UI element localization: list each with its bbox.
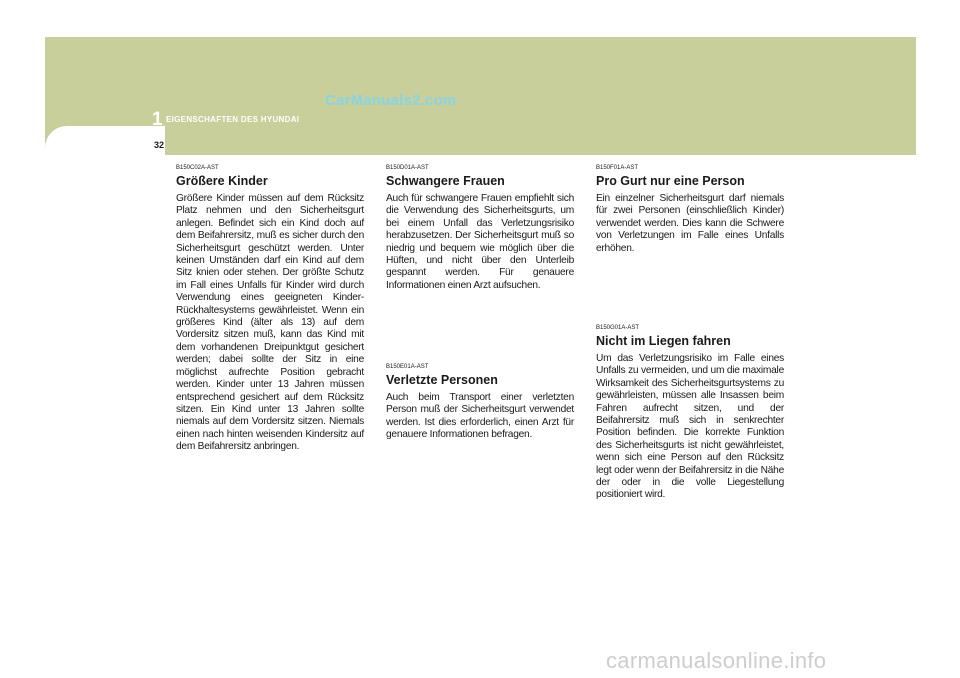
watermark-top[interactable]: CarManuals2.com — [325, 92, 457, 109]
section-body: Größere Kinder müssen auf dem Rücksitz Platz nehmen und den Sicherheitsgurt anlegen. Befindet sich ein Kind doch auf dem Beifahrersitz, muß es sicher durch den Sicherheitsgurt geschützt werden. Unter keinen Umständen darf ein Kind auf dem Sitz knien oder stehen. Der größte Schutz im Fall eines Unfalls für Kinder wird durch Verwendung eines geeigneten Kinder-Rückhaltesystems gewährleistet. Wenn ein größeres Kind (älter als 13) auf dem Vordersitz sitzen muß, kann das Kind mit dem vorhandenen Dreipunktgut gesichert werden; dabei sollte der Sitz in eine möglichst aufrechte Position gebracht werden. Kinder unter 13 Jahren müssen entsprechend gesichert auf dem Rücksitz sitzen. Ein Kind unter 13 Jahren sollte niemals auf dem Vordersitz sitzen. Niemals einen nach hinten weisenden Kindersitz auf dem Beifahrersitz anbringen. — [176, 193, 364, 453]
section-code: B150E01A-AST — [386, 364, 429, 370]
section-injured-persons — [386, 363, 574, 442]
section-code: B150F01A-AST — [596, 165, 639, 171]
section-larger-children — [176, 164, 364, 454]
section-heading: Größere Kinder — [176, 174, 268, 188]
section-code: B150C02A-AST — [176, 165, 219, 171]
section-body: Auch beim Transport einer verletzten Person muß der Sicherheitsgurt verwendet werden. Ist dies erforderlich, einen Arzt für genauere Informationen befragen. — [386, 392, 574, 441]
section-pregnant-women — [386, 164, 574, 292]
watermark-bottom[interactable]: carmanualsonline.info — [606, 648, 827, 673]
section-code: B150G01A-AST — [596, 325, 640, 331]
section-heading: Pro Gurt nur eine Person — [596, 174, 745, 188]
section-body: Ein einzelner Sicherheitsgurt darf niemals für zwei Personen (einschließlich Kinder) verwendet werden. Dies kann die Schwere von Verletzungen im Falle eines Unfalls erhöhen. — [596, 193, 784, 254]
section-body: Um das Verletzungsrisiko im Falle eines Unfalls zu vermeiden, und um die maximale Wirksamkeit des Sicherheitsgurtsystems zu gewährleisten, müssen alle Insassen beim Fahren aufrecht sitzen, und der Beifahrersitz muß sich in senkrechter Position befinden. Die korrekte Funktion des Sicherheitsgurts ist nicht gewährleistet, wenn sich eine Person auf den Rücksitz legt oder wenn der Beifahrersitz in die Nähe der oder in die volle Liegestellung positioniert wird. — [596, 353, 784, 501]
page-tab — [45, 126, 165, 155]
section-heading: Verletzte Personen — [386, 373, 498, 387]
chapter-header-band — [45, 37, 916, 155]
section-heading: Schwangere Frauen — [386, 174, 505, 188]
page-number: 32 — [154, 140, 165, 150]
section-no-reclining — [596, 324, 784, 502]
section-heading: Nicht im Liegen fahren — [596, 334, 731, 348]
chapter-title: EIGENSCHAFTEN DES HYUNDAI — [166, 115, 300, 124]
section-code: B150D01A-AST — [386, 165, 429, 171]
section-body: Auch für schwangere Frauen empfiehlt sich die Verwendung des Sicherheitsgurts, um bei einem Unfall das Verletzungsrisiko herabzusetzen. Der Sicherheitsgurt muß so niedrig und bequem wie möglich über die Hüften, und nicht über den Unterleib gespannt werden. Für genauere Informationen einen Arzt aufsuchen. — [386, 193, 574, 291]
section-one-person-per-belt — [596, 164, 784, 255]
chapter-number: 1 — [152, 109, 163, 130]
